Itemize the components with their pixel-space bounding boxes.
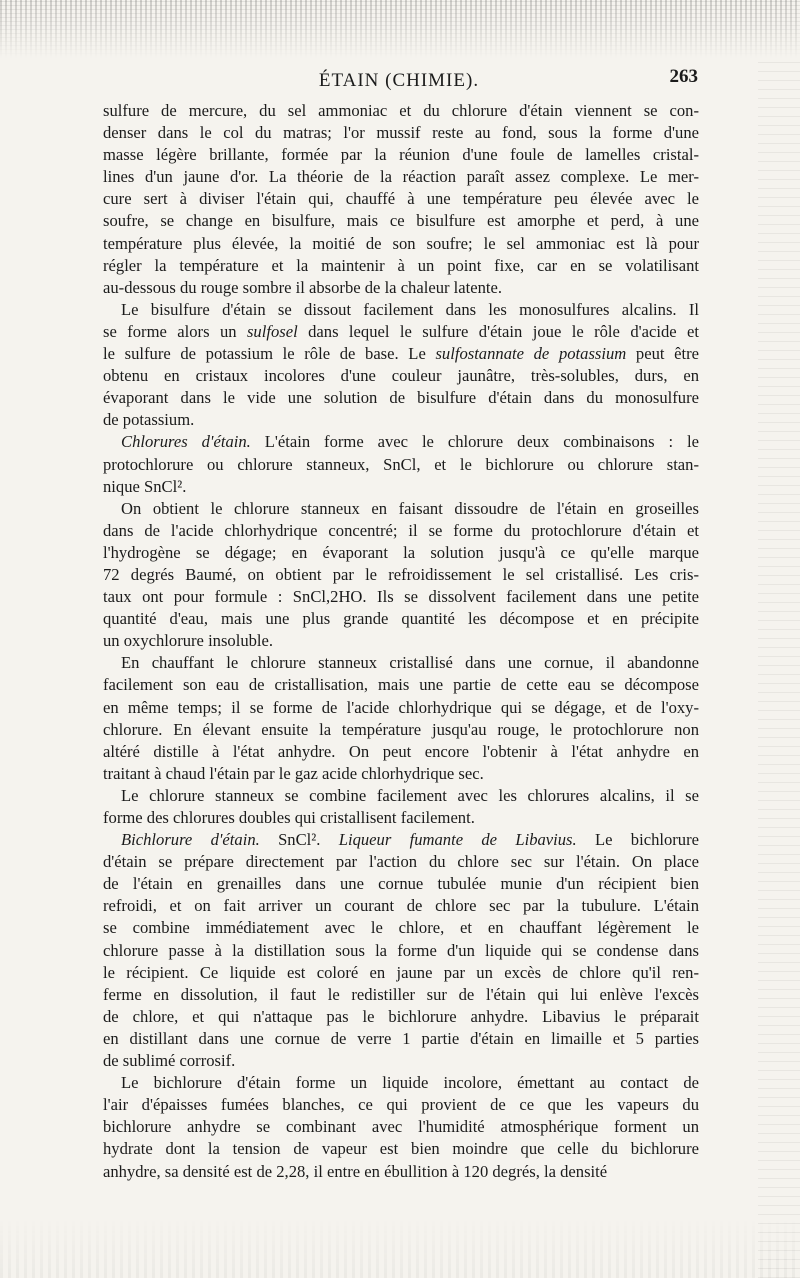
text-line: chlorure. En élevant ensuite la température jusqu'au rouge, le protochlorure non [103,719,699,739]
text-line: Le bisulfure d'étain se dissout facilement dans les monosulfures alcalins. Il [121,299,699,319]
text-line: refroidi, et on fait arriver un courant de chlore sec par la tubulure. L'étain [103,896,699,916]
text-line: température plus élevée, la moitié de son soufre; le sel ammoniac est là pour [103,233,699,253]
text-line: protochlorure ou chlorure stanneux, SnCl, et le bichlorure ou chlorure stan- [103,454,699,474]
paragraph [103,299,699,432]
text-line: 72 degrés Baumé, on obtient par le refroidissement le sel cristallisé. Les cris- [103,564,699,584]
paragraph [103,1072,699,1182]
text-line: le sulfure de potassium le rôle de base. Le sulfostannate de potassium peut être [103,344,699,364]
text-line: l'air d'épaisses fumées blanches, ce qui provient de ce que les vapeurs du [103,1095,699,1115]
text-line: dans de l'acide chlorhydrique concentré; il se forme du protochlorure d'étain et [103,520,699,540]
text-line: Chlorures d'étain. L'étain forme avec le chlorure deux combinaisons : le [121,432,699,452]
text-line: anhydre, sa densité est de 2,28, il entre en ébullition à 120 degrés, la densité [103,1161,608,1181]
text-line: Le bichlorure d'étain forme un liquide incolore, émettant au contact de [121,1073,699,1093]
text-line: se combine immédiatement avec le chlore, et en chauffant légèrement le [103,918,699,938]
text-line: évaporant dans le vide une solution de bisulfure d'étain dans du monosulfure [103,388,699,408]
text-line: On obtient le chlorure stanneux en faisant dissoudre de l'étain en groseilles [121,498,699,518]
running-title: ÉTAIN (CHIMIE). [318,70,480,91]
text-line: ferme en dissolution, il faut le redistiller sur de l'étain qui lui enlève l'excès [103,984,699,1004]
text-line: traitant à chaud l'étain par le gaz acide chlorhydrique sec. [103,763,484,783]
text-line: chlorure passe à la distillation sous la forme d'un liquide qui se condense dans [103,940,699,960]
text-line: masse légère brillante, formée par la réunion d'une foule de lamelles cristal- [103,145,699,165]
paragraph [103,100,699,299]
text-line: un oxychlorure insoluble. [103,631,274,651]
text-line: En chauffant le chlorure stanneux cristallisé dans une cornue, il abandonne [121,653,699,673]
text-line: facilement son eau de cristallisation, mais une partie de cette eau se décompose [103,675,699,695]
scan-noise-right [758,60,800,1278]
text-line: régler la température et la maintenir à un point fixe, car en se volatilisant [103,255,699,275]
text-line: Bichlorure d'étain. SnCl². Liqueur fumante de Libavius. Le bichlorure [121,830,699,850]
text-line: denser dans le col du matras; l'or mussif reste au fond, sous la forme d'une [103,123,699,143]
text-line: quantité d'eau, mais une plus grande quantité les décompose et en précipite [103,609,699,629]
text-line: se forme alors un sulfosel dans lequel le sulfure d'étain joue le rôle d'acide et [103,321,700,341]
text-line: bichlorure anhydre se combinant avec l'humidité atmosphérique forment un [103,1117,699,1137]
text-line: Le chlorure stanneux se combine facilement avec les chlorures alcalins, il se [121,785,699,805]
text-line: hydrate dont la tension de vapeur est bien moindre que celle du bichlorure [103,1139,699,1159]
text-line: obtenu en cristaux incolores d'une couleur jaunâtre, très-solubles, durs, en [103,366,699,386]
text-line: forme des chlorures doubles qui cristallisent facilement. [103,808,475,827]
text-line: nique SnCl². [103,476,187,496]
text-line: en distillant dans une cornue de verre 1 partie d'étain en limaille et 5 parties [103,1028,699,1048]
text-line: sulfure de mercure, du sel ammoniac et du chlorure d'étain viennent se con- [103,101,699,120]
body-text [103,100,699,1183]
text-line: de potassium. [103,410,195,430]
page-number: 263 [669,66,698,87]
text-line: en même temps; il se forme de l'acide chlorhydrique qui se dégage, et de l'oxy- [103,697,699,717]
scan-noise-bottom [0,1218,800,1278]
text-line: lines d'un jaune d'or. La théorie de la réaction paraît assez complexe. Le mer- [103,167,699,187]
paragraph [103,431,699,497]
text-line: de chlore, et qui n'attaque pas le bichlorure anhydre. Libavius le préparait [103,1006,699,1026]
text-line: au-dessous du rouge sombre il absorbe de la chaleur latente. [103,277,503,297]
text-line: soufre, se change en bisulfure, mais ce bisulfure est amorphe et perd, à une [103,211,699,231]
text-line: d'étain se prépare directement par l'action du chlore sec sur l'étain. On place [103,852,699,872]
text-line: de l'étain en grenailles dans une cornue tubulée munie d'un récipient bien [103,874,699,894]
paragraph [103,829,699,1072]
text-line: le récipient. Ce liquide est coloré en jaune par un excès de chlore qu'il ren- [103,962,699,982]
text-line: l'hydrogène se dégage; en évaporant la solution jusqu'à ce qu'elle marque [103,542,699,562]
scan-noise-top [0,0,800,58]
text-line: altéré distille à l'état anhydre. On peut encore l'obtenir à l'état anhydre en [103,741,699,761]
paragraph [103,785,699,829]
page-header [100,66,698,96]
text-line: taux ont pour formule : SnCl,2HO. Ils se dissolvent facilement dans une petite [103,587,699,607]
paragraph [103,498,699,653]
text-line: de sublimé corrosif. [103,1051,236,1071]
text-line: cure sert à diviser l'étain qui, chauffé à une température peu élevée avec le [103,189,699,209]
paragraph [103,652,699,785]
